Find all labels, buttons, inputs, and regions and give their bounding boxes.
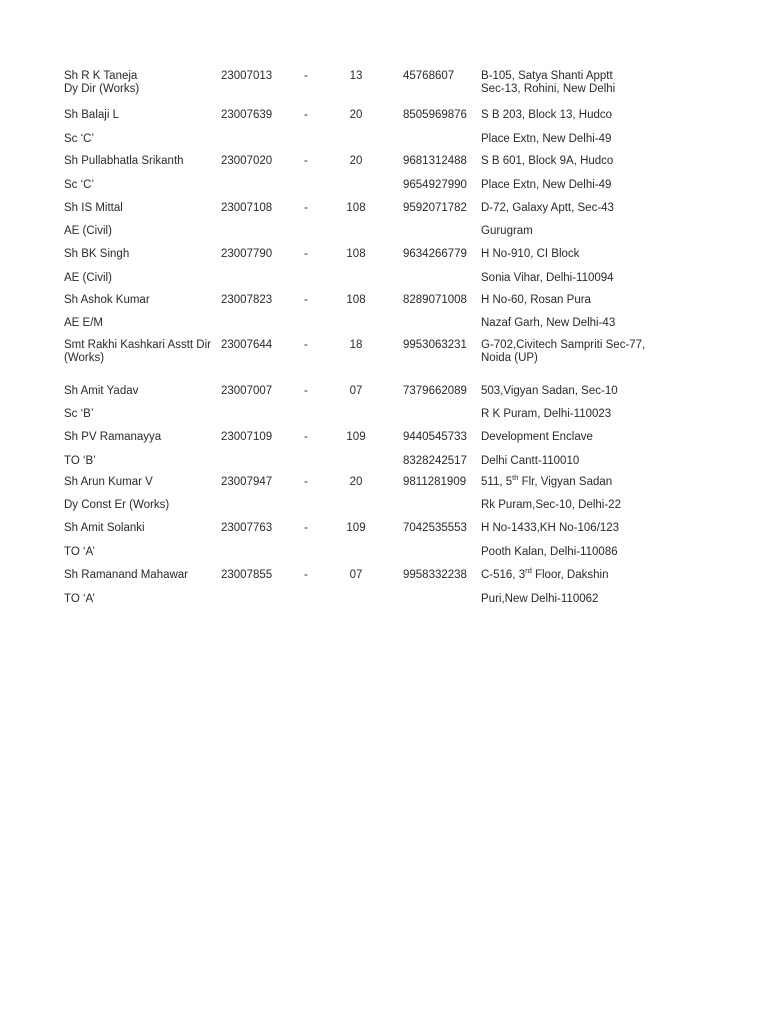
address-line-2: Place Extn, New Delhi-49 <box>481 179 612 191</box>
address-line-1: S B 203, Block 13, Hudco <box>481 109 613 121</box>
office-phone: 23007108 <box>221 202 273 214</box>
office-phone: 23007109 <box>221 431 273 443</box>
separator-dash: - <box>304 109 308 121</box>
staff-designation: AE (Civil) <box>64 225 112 237</box>
staff-designation: TO ‘A’ <box>64 546 95 558</box>
address-line-2: Gurugram <box>481 225 533 237</box>
room-number: 108 <box>346 202 366 214</box>
separator-dash: - <box>304 155 308 167</box>
mobile-number: 9440545733 <box>403 431 467 443</box>
mobile-number: 9634266779 <box>403 248 467 260</box>
staff-designation: Sc ‘C’ <box>64 179 95 191</box>
separator-dash: - <box>304 202 308 214</box>
office-phone: 23007639 <box>221 109 273 121</box>
room-number: 20 <box>349 476 363 488</box>
staff-name: Sh Amit Yadav <box>64 385 139 397</box>
room-number: 18 <box>349 339 363 351</box>
address-line-1: 503,Vigyan Sadan, Sec-10 <box>481 385 618 397</box>
staff-designation: TO ‘B’ <box>64 455 96 467</box>
mobile-number: 9953063231 <box>403 339 467 351</box>
separator-dash: - <box>304 294 308 306</box>
mobile-number: 9958332238 <box>403 569 467 581</box>
separator-dash: - <box>304 385 308 397</box>
office-phone: 23007763 <box>221 522 273 534</box>
address-line-1-rest: Floor, Dakshin <box>531 569 609 581</box>
separator-dash: - <box>304 248 308 260</box>
office-phone: 23007947 <box>221 476 273 488</box>
address-line-1: Development Enclave <box>481 431 593 443</box>
address-line-1-rest: Flr, Vigyan Sadan <box>518 476 613 488</box>
staff-name: Sh Amit Solanki <box>64 522 145 534</box>
staff-name: Sh IS Mittal <box>64 202 123 214</box>
office-phone: 23007855 <box>221 569 273 581</box>
address-line-2: Delhi Cantt-110010 <box>481 455 580 467</box>
address-line-1-text: 511, 5 <box>481 476 513 488</box>
address-line-1 <box>481 473 613 489</box>
office-phone: 23007013 <box>221 70 273 82</box>
address-line-2: Sec-13, Rohini, New Delhi <box>481 83 616 95</box>
separator-dash: - <box>304 70 308 82</box>
office-phone: 23007790 <box>221 248 273 260</box>
address-line-2: Sonia Vihar, Delhi-110094 <box>481 272 614 284</box>
staff-name: Sh BK Singh <box>64 248 130 260</box>
separator-dash: - <box>304 431 308 443</box>
staff-name: Sh Pullabhatla Srikanth <box>64 155 184 167</box>
room-number: 109 <box>346 431 366 443</box>
address-line-2: Pooth Kalan, Delhi-110086 <box>481 546 618 558</box>
address-line-2: Puri,New Delhi-110062 <box>481 593 599 605</box>
room-number: 20 <box>349 109 363 121</box>
mobile-number-2: 9654927990 <box>403 179 467 191</box>
address-line-1: H No-60, Rosan Pura <box>481 294 591 306</box>
address-line-1: G-702,Civitech Sampriti Sec-77, <box>481 339 646 351</box>
address-line-1: B-105, Satya Shanti Apptt <box>481 70 613 82</box>
staff-designation: AE E/M <box>64 317 103 329</box>
mobile-number: 9592071782 <box>403 202 467 214</box>
address-line-1 <box>481 566 609 582</box>
address-line-1: H No-1433,KH No-106/123 <box>481 522 620 534</box>
address-line-1: D-72, Galaxy Aptt, Sec-43 <box>481 202 614 214</box>
staff-designation: TO ‘A’ <box>64 593 95 605</box>
staff-name: Sh Arun Kumar V <box>64 476 153 488</box>
separator-dash: - <box>304 339 308 351</box>
staff-name: Sh Balaji L <box>64 109 119 121</box>
mobile-number: 7042535553 <box>403 522 467 534</box>
room-number: 07 <box>349 569 363 581</box>
room-number: 07 <box>349 385 363 397</box>
address-line-2: Nazaf Garh, New Delhi-43 <box>481 317 616 329</box>
office-phone: 23007823 <box>221 294 273 306</box>
separator-dash: - <box>304 476 308 488</box>
separator-dash: - <box>304 522 308 534</box>
staff-designation: Dy Dir (Works) <box>64 83 140 95</box>
staff-designation: AE (Civil) <box>64 272 112 284</box>
address-line-2: R K Puram, Delhi-110023 <box>481 408 612 420</box>
ordinal-suffix: rd <box>525 566 532 576</box>
room-number: 108 <box>346 294 366 306</box>
mobile-number: 9681312488 <box>403 155 467 167</box>
staff-designation: (Works) <box>64 352 105 364</box>
room-number: 13 <box>349 70 363 82</box>
mobile-number: 9811281909 <box>403 476 467 488</box>
address-line-1: H No-910, CI Block <box>481 248 580 260</box>
separator-dash: - <box>304 569 308 581</box>
room-number: 20 <box>349 155 363 167</box>
address-line-2: Place Extn, New Delhi-49 <box>481 133 612 145</box>
staff-name: Sh Ashok Kumar <box>64 294 150 306</box>
mobile-number: 7379662089 <box>403 385 467 397</box>
mobile-number: 45768607 <box>403 70 455 82</box>
address-line-2: Rk Puram,Sec-10, Delhi-22 <box>481 499 621 511</box>
office-phone: 23007644 <box>221 339 273 351</box>
staff-designation: Dy Const Er (Works) <box>64 499 170 511</box>
ordinal-suffix: th <box>512 473 519 483</box>
mobile-number: 8505969876 <box>403 109 467 121</box>
address-line-1-text: C-516, 3 <box>481 569 526 581</box>
staff-name: Sh Ramanand Mahawar <box>64 569 189 581</box>
staff-name: Sh PV Ramanayya <box>64 431 162 443</box>
mobile-number: 8289071008 <box>403 294 467 306</box>
staff-name: Smt Rakhi Kashkari Asstt Dir <box>64 339 211 351</box>
mobile-number-2: 8328242517 <box>403 455 467 467</box>
room-number: 109 <box>346 522 366 534</box>
address-line-2: Noida (UP) <box>481 352 538 364</box>
office-phone: 23007007 <box>221 385 273 397</box>
staff-designation: Sc ‘B’ <box>64 408 94 420</box>
office-phone: 23007020 <box>221 155 273 167</box>
room-number: 108 <box>346 248 366 260</box>
staff-name: Sh R K Taneja <box>64 70 138 82</box>
address-line-1: S B 601, Block 9A, Hudco <box>481 155 614 167</box>
staff-designation: Sc ‘C’ <box>64 133 95 145</box>
